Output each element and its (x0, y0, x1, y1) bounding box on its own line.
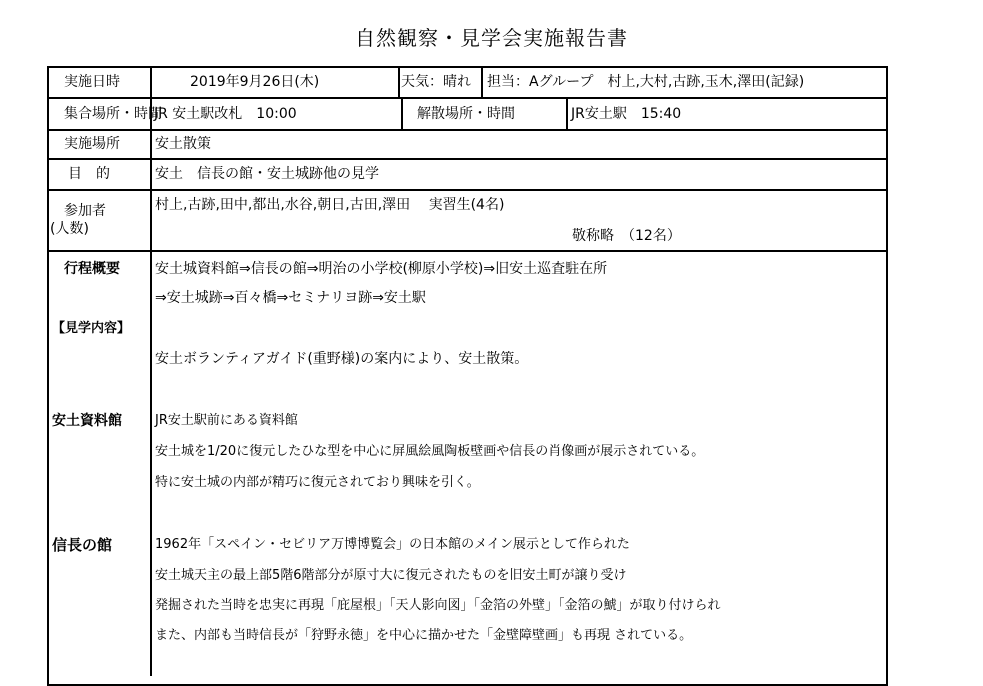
row-divider (47, 250, 888, 252)
row-divider (47, 189, 888, 191)
place-value: 安土散策 (155, 136, 211, 152)
date-value: 2019年9月26日(木) (190, 74, 320, 90)
place-label: 実施場所 (64, 136, 120, 152)
itinerary-line: ⇒安土城跡⇒百々橋⇒セミナリヨ跡⇒安土駅 (155, 290, 426, 306)
staff-value: 担当：Aグループ 村上,大村,古跡,玉木,澤田(記録) (487, 74, 805, 90)
column-divider (150, 66, 152, 676)
museum-line: 特に安土城の内部が精巧に復元されており興味を引く。 (155, 475, 480, 490)
date-label: 実施日時 (64, 74, 120, 90)
content-label: 【見学内容】 (52, 321, 131, 336)
row-divider (47, 158, 888, 160)
nobunaga-line: 1962年「スペイン・セビリア万博博覧会」の日本館のメイン展示として作られた (155, 537, 630, 552)
row-divider (47, 129, 888, 131)
column-divider (398, 66, 400, 97)
museum-label: 安土資料館 (52, 413, 122, 429)
guide-text: 安土ボランティアガイド(重野様)の案内により、安土散策。 (155, 351, 529, 367)
nobunaga-label: 信長の館 (52, 536, 113, 554)
participants-count-label: (人数) (50, 221, 89, 237)
nobunaga-line: 発掘された当時を忠実に再現「庇屋根」「天人影向図」「金箔の外壁」「金箔の鯱」が取り付けられ (155, 598, 721, 613)
museum-line: JR安土駅前にある資料館 (155, 413, 298, 428)
column-divider (481, 66, 483, 97)
weather-value: 天気：晴れ (401, 74, 471, 90)
column-divider (566, 97, 568, 129)
itinerary-line: 安土城資料館⇒信長の館⇒明治の小学校(柳原小学校)⇒旧安土巡査駐在所 (155, 261, 608, 277)
purpose-label: 目 的 (68, 166, 110, 182)
participants-total: 敬称略 （12名） (572, 228, 681, 244)
participants-label: 参加者 (64, 203, 106, 219)
nobunaga-line: また、内部も当時信長が「狩野永徳」を中心に描かせた「金壁障壁画」も再現 されている。 (155, 628, 693, 643)
row-divider (47, 97, 888, 99)
participants-list: 村上,古跡,田中,都出,水谷,朝日,古田,澤田 実習生(4名) (155, 197, 505, 213)
meeting-label: 集合場所・時間 (64, 106, 162, 122)
column-divider (401, 97, 403, 129)
itinerary-label: 行程概要 (64, 261, 120, 277)
meeting-value: JR 安土駅改札 10:00 (154, 106, 297, 122)
museum-line: 安土城を1/20に復元したひな型を中心に屏風絵風陶板壁画や信長の肖像画が展示されている。 (155, 444, 705, 459)
nobunaga-line: 安土城天主の最上部5階6階部分が原寸大に復元されたものを旧安土町が譲り受け (155, 568, 627, 583)
dismiss-label: 解散場所・時間 (417, 106, 515, 122)
page-title: 自然観察・見学会実施報告書 (355, 26, 628, 50)
dismiss-value: JR安土駅 15:40 (571, 106, 682, 122)
purpose-value: 安土 信長の館・安土城跡他の見学 (155, 166, 379, 182)
